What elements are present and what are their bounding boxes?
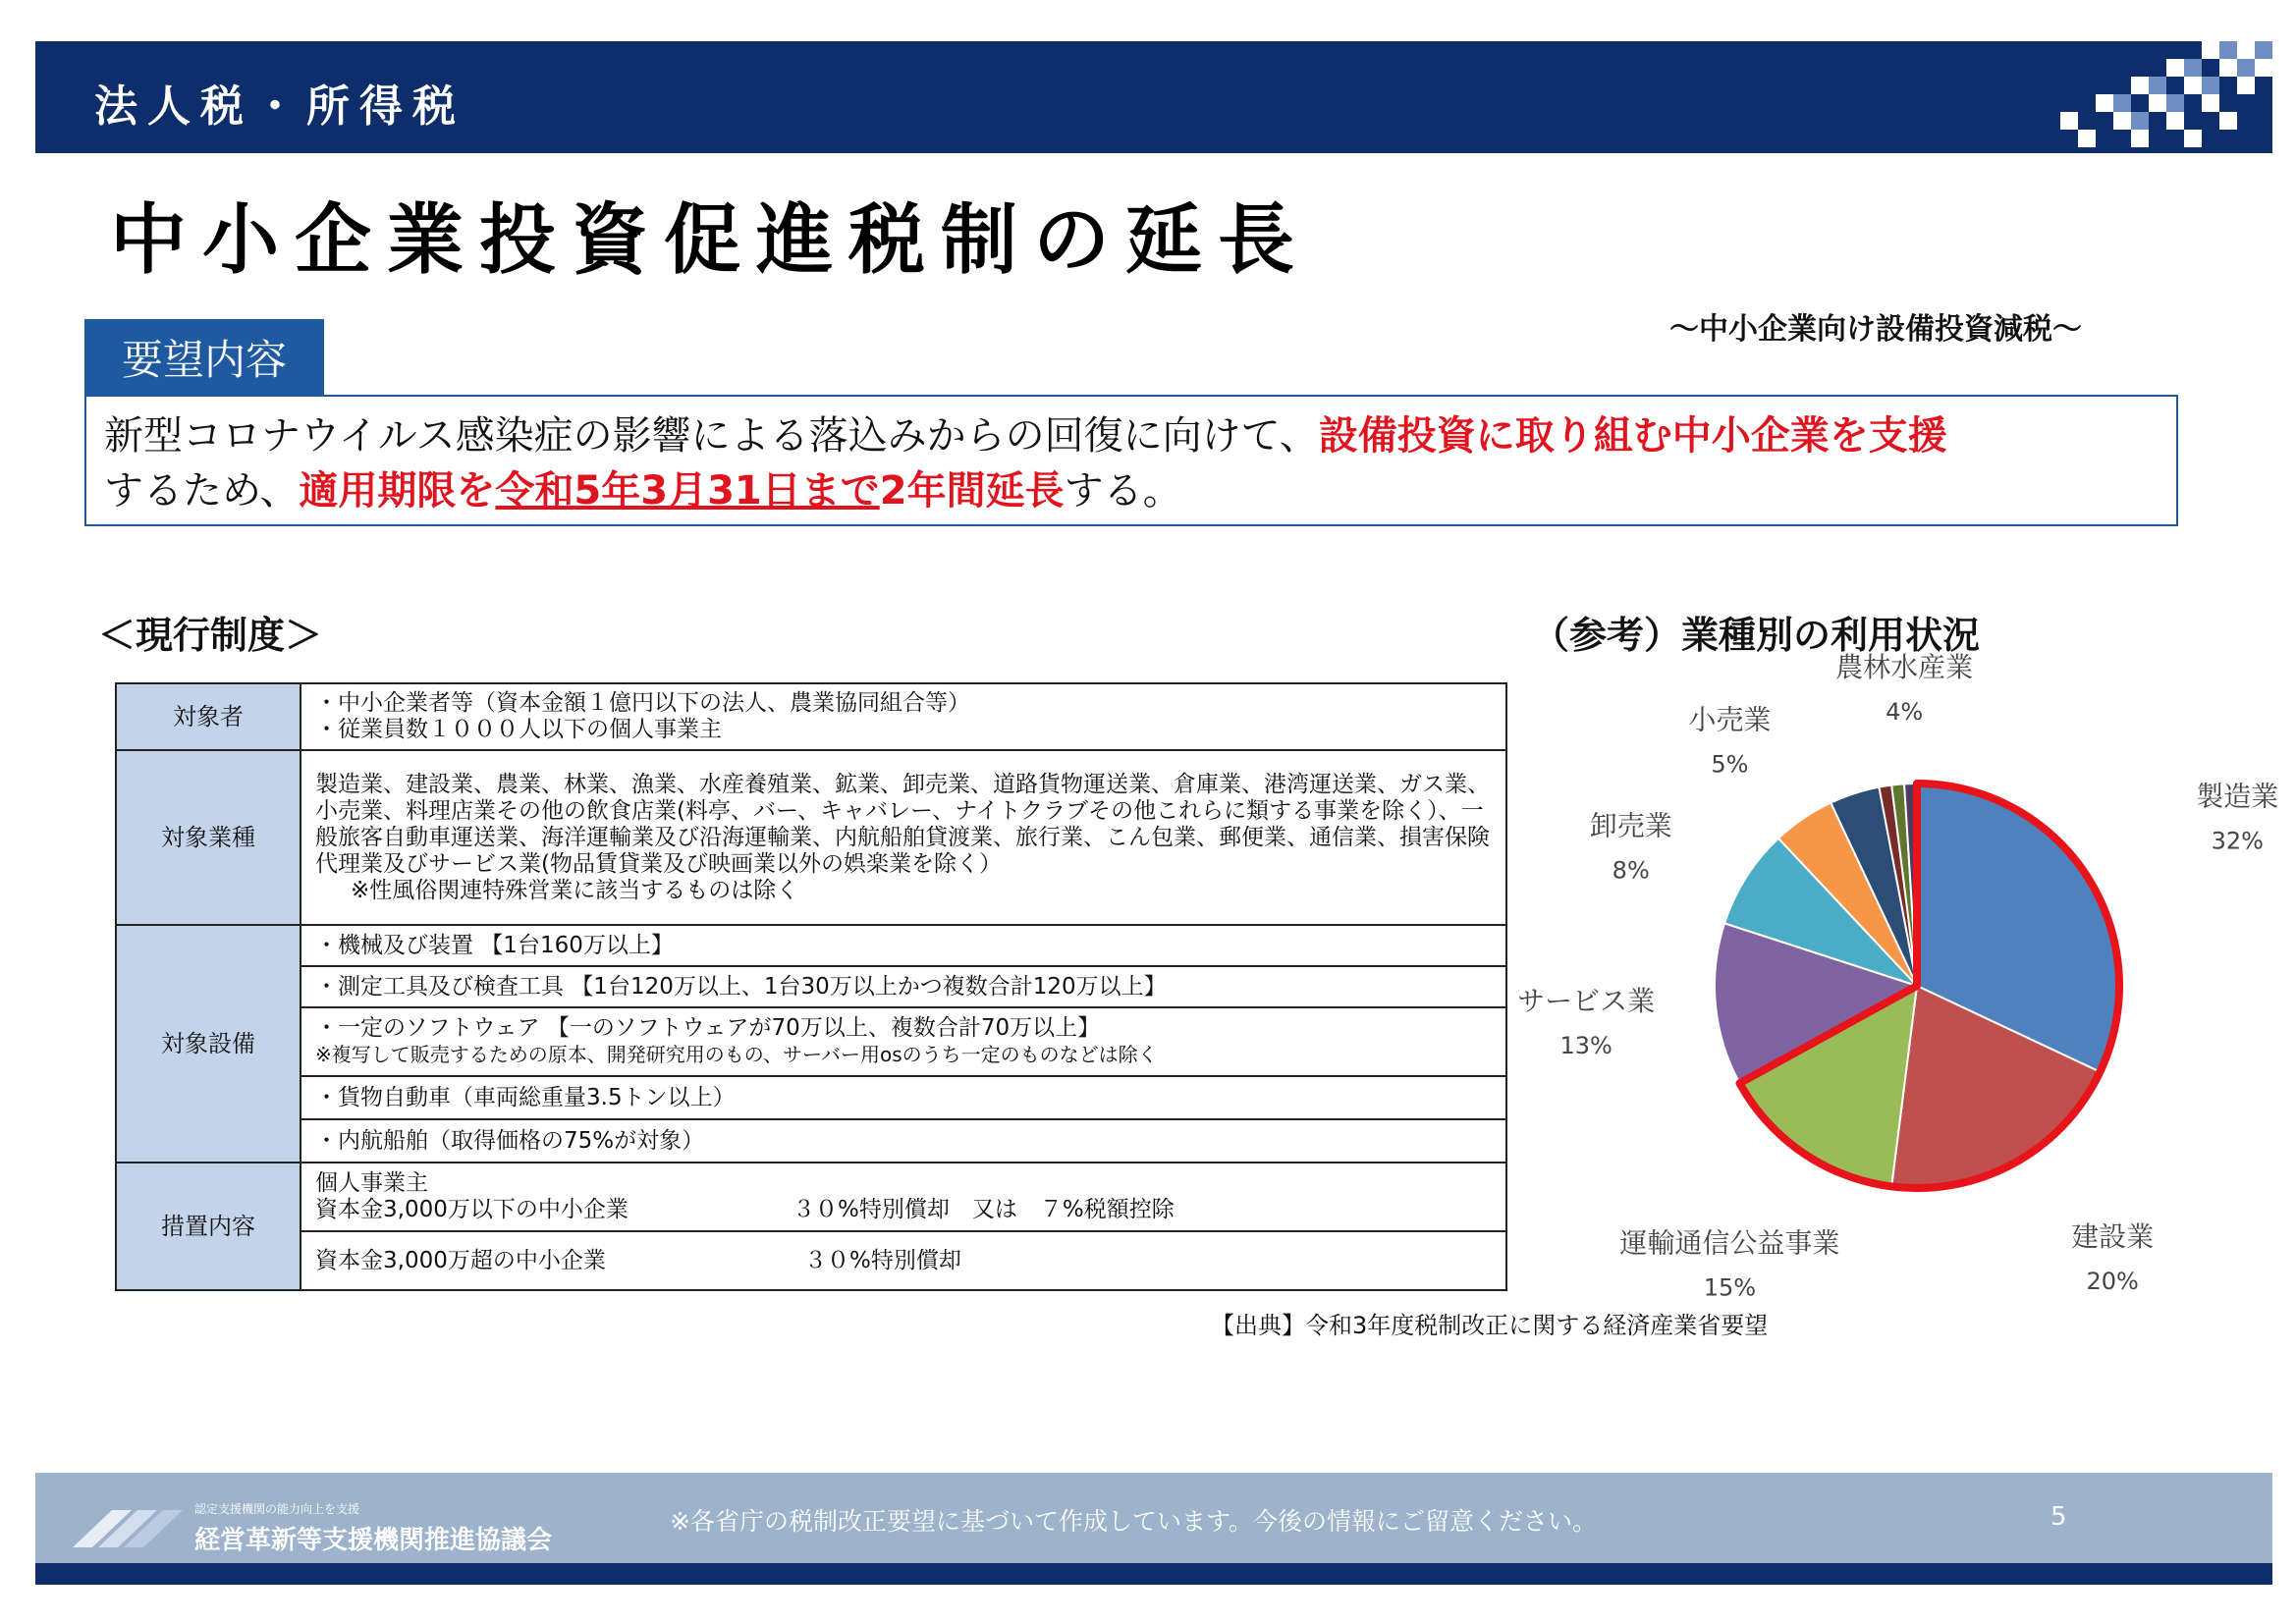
equipment-4: ・貨物自動車（車両総重量3.5トン以上） bbox=[301, 1076, 1506, 1119]
equipment-3-note: ※複写して販売するための原本、開発研究用のもの、サーバー用osのうち一定のものなどは除く bbox=[315, 1043, 1158, 1066]
industry-cell bbox=[301, 750, 1506, 925]
industry-label: 対象業種 bbox=[116, 750, 301, 925]
current-system-heading: ＜現行制度＞ bbox=[98, 614, 323, 657]
org-logo-icon bbox=[73, 1500, 191, 1547]
slice-percent: 32% bbox=[2211, 827, 2264, 855]
slice-label: 農林水産業 bbox=[1835, 651, 1974, 684]
slice-label: サービス業 bbox=[1517, 985, 1656, 1018]
source-note: 【出典】令和3年度税制改正に関する経済産業省要望 bbox=[1211, 1312, 1769, 1339]
request-highlight-1: 設備投資に取り組む中小企業を支援 bbox=[1318, 413, 1947, 459]
reference-heading: （参考）業種別の利用状況 bbox=[1532, 614, 1981, 657]
request-extension: 2年間延長 bbox=[879, 468, 1065, 514]
measure-2b: ３０%特別償却 bbox=[804, 1247, 961, 1273]
table-row bbox=[116, 1007, 1506, 1076]
table-row bbox=[116, 1076, 1506, 1119]
target-cell bbox=[301, 683, 1506, 750]
equipment-3-cell bbox=[301, 1007, 1506, 1076]
equipment-1: ・機械及び装置 【1台160万以上】 bbox=[301, 925, 1506, 966]
equipment-5: ・内航船舶（取得価格の75%が対象） bbox=[301, 1119, 1506, 1163]
target-line-1: ・中小企業者等（資本金額１億円以下の法人、農業協同組合等） bbox=[315, 690, 970, 716]
target-label: 対象者 bbox=[116, 683, 301, 750]
measure-2a: 資本金3,000万超の中小企業 bbox=[315, 1247, 606, 1273]
measure-1b: 資本金3,000万以下の中小企業 bbox=[315, 1197, 629, 1222]
request-text-1: 新型コロナウイルス感染症の影響による落込みからの回復に向けて、 bbox=[104, 413, 1319, 459]
request-highlight-2: 適用期限を bbox=[299, 468, 496, 514]
table-row bbox=[116, 1119, 1506, 1163]
slice-label: 卸売業 bbox=[1589, 809, 1672, 842]
slice-percent: 8% bbox=[1612, 856, 1650, 885]
category-label: 法人税・所得税 bbox=[94, 81, 465, 132]
current-system-table bbox=[115, 682, 1507, 1291]
slice-label: 小売業 bbox=[1688, 703, 1772, 736]
request-box bbox=[84, 395, 2178, 526]
industry-note: ※性風俗関連特殊営業に該当するものは除く bbox=[351, 877, 799, 903]
slice-percent: 20% bbox=[2086, 1267, 2139, 1295]
equipment-2: ・測定工具及び検査工具 【1台120万以上、1台30万以上かつ複数合計120万以上】 bbox=[301, 966, 1506, 1007]
equipment-3: ・一定のソフトウェア 【一のソフトウェアが70万以上、複数合計70万以上】 bbox=[315, 1015, 1101, 1041]
measure-1-cell bbox=[301, 1163, 1506, 1231]
footer-stripe bbox=[35, 1563, 2272, 1585]
target-line-2: ・従業員数１０００人以下の個人事業主 bbox=[315, 717, 722, 742]
page-subtitle: ～中小企業向け設備投資減税～ bbox=[1669, 312, 2082, 347]
measure-1c: ３０%特別償却 又は ７%税額控除 bbox=[793, 1197, 1175, 1222]
equipment-label: 対象設備 bbox=[116, 925, 301, 1163]
request-text-3: する。 bbox=[1064, 468, 1182, 514]
table-row bbox=[116, 750, 1506, 925]
table-row bbox=[116, 683, 1506, 750]
checker-pattern bbox=[2043, 41, 2272, 153]
table-row bbox=[116, 925, 1506, 966]
slice-label: 建設業 bbox=[2071, 1219, 2155, 1253]
request-text-2: するため、 bbox=[104, 468, 300, 514]
slice-percent: 15% bbox=[1703, 1273, 1757, 1302]
slice-label: 運輸通信公益事業 bbox=[1619, 1226, 1840, 1260]
table-row bbox=[116, 1163, 1506, 1231]
request-deadline: 令和5年3月31日まで bbox=[495, 468, 880, 514]
page-title: 中小企業投資促進税制の延長 bbox=[110, 196, 1311, 285]
table-row bbox=[116, 1231, 1506, 1290]
org-name: 経営革新等支援機関推進協議会 bbox=[194, 1526, 553, 1555]
page-number: 5 bbox=[2050, 1502, 2067, 1532]
request-label: 要望内容 bbox=[84, 319, 324, 396]
org-tagline: 認定支援機関の能力向上を支援 bbox=[194, 1502, 360, 1516]
measure-label: 措置内容 bbox=[116, 1163, 301, 1290]
slice-percent: 13% bbox=[1559, 1032, 1613, 1060]
industry-text: 製造業、建設業、農業、林業、漁業、水産養殖業、鉱業、卸売業、道路貨物運送業、倉庫業、港湾運送業、ガス業、小売業、料理店業その他の飲食店業(料亭、バー、キャバレー、ナイトクラブその他これらに類する事業を除く）、一般旅客自動車運送業、海洋運輸業及び沿海運輸業、内航船舶貸渡業、旅行業、こん包業、郵便業、通信業、損害保険代理業及びサービス業(物品賃貸業及び映画業以外の娯楽業を除く） bbox=[315, 771, 1490, 877]
measure-1a: 個人事業主 bbox=[315, 1170, 428, 1196]
industry-pie-chart bbox=[1512, 651, 2279, 1302]
measure-2-cell bbox=[301, 1231, 1506, 1290]
slice-label: 製造業 bbox=[2196, 780, 2279, 813]
slice-percent: 4% bbox=[1886, 698, 1924, 727]
footer-note: ※各省庁の税制改正要望に基づいて作成しています。今後の情報にご留意ください。 bbox=[670, 1507, 1597, 1536]
table-row bbox=[116, 966, 1506, 1007]
slice-percent: 5% bbox=[1711, 750, 1749, 779]
